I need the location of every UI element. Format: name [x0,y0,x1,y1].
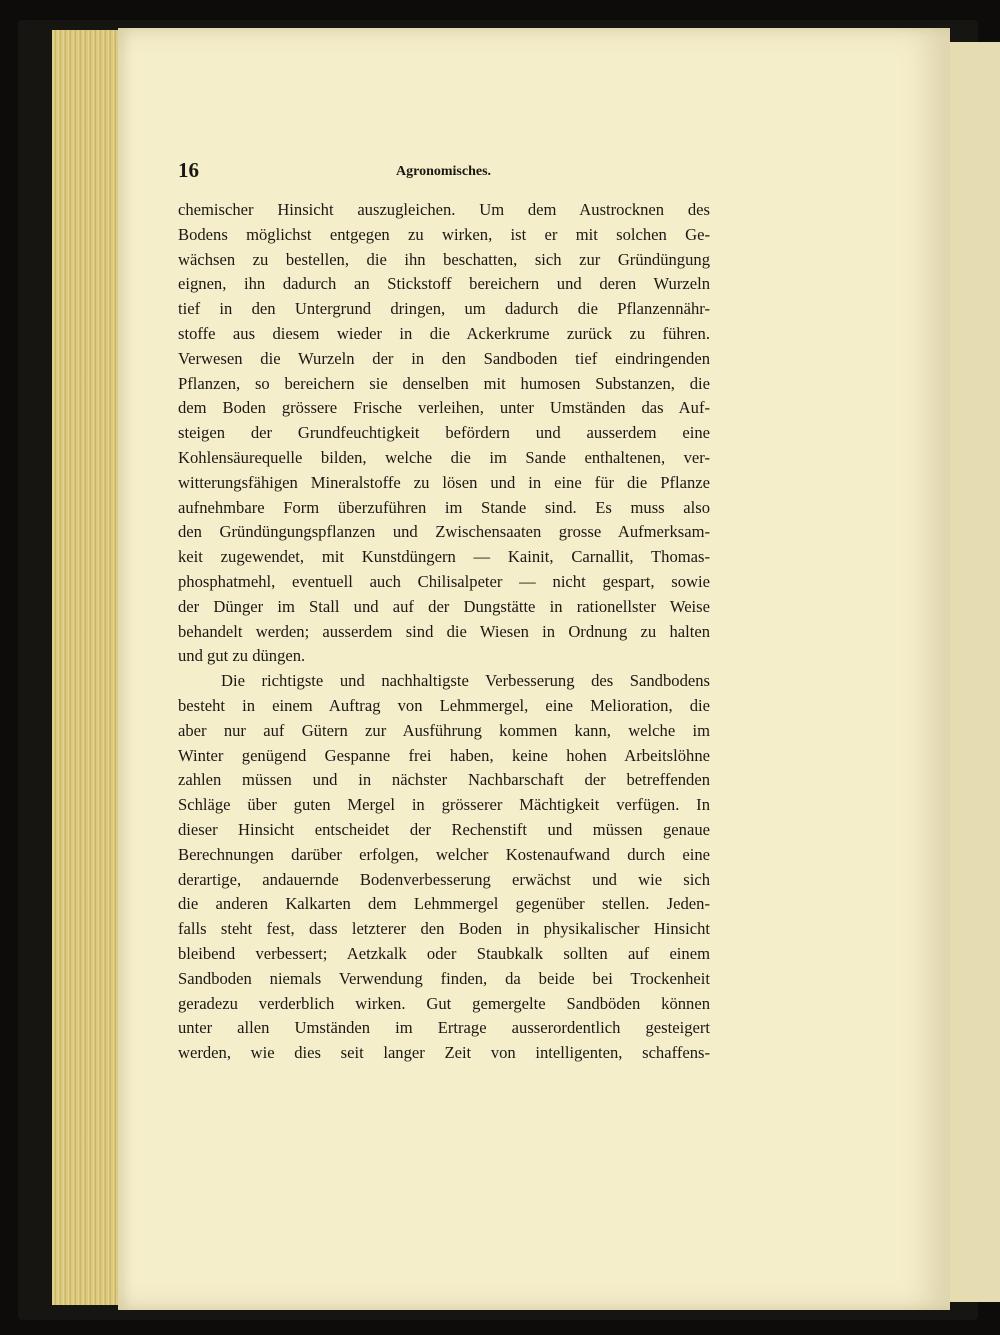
page-edges [52,30,122,1305]
text-line: aber nur auf Gütern zur Ausführung kommen kann, welche im [178,720,710,740]
text-line: Die richtigste und nachhaltigste Verbesserung des Sandbodens [221,671,710,691]
text-line: aufnehmbare Form überzuführen im Stande sind. Es muss also [178,497,710,517]
text-line: Kohlensäurequelle bilden, welche die im Sande enthaltenen, ver- [178,447,710,467]
text-line: tief in den Untergrund dringen, um dadurch die Pflanzennähr- [178,299,710,319]
text-line: steigen der Grundfeuchtigkeit befördern und ausserdem eine [178,423,710,443]
text-line: die anderen Kalkarten dem Lehmmergel gegenüber stellen. Jeden- [178,894,710,914]
body-text [178,198,710,1066]
text-line: keit zugewendet, mit Kunstdüngern — Kainit, Carnallit, Thomas- [178,547,710,567]
text-line: und gut zu düngen. [178,646,306,666]
text-line: Bodens möglichst entgegen zu wirken, ist er mit solchen Ge- [178,224,710,244]
text-line: Pflanzen, so bereichern sie denselben mit humosen Substanzen, die [178,373,710,393]
paragraph-2 [178,669,710,1066]
text-line: geradezu verderblich wirken. Gut gemergelte Sandböden können [178,993,710,1013]
page-header [178,158,710,188]
text-line: Verwesen die Wurzeln der in den Sandboden tief eindringenden [178,348,710,368]
text-line: dieser Hinsicht entscheidet der Rechenstift und müssen genaue [178,819,710,839]
text-line: bleibend verbessert; Aetzkalk oder Staubkalk sollten auf einem [178,943,710,963]
text-line: den Gründüngungspflanzen und Zwischensaaten grosse Aufmerksam- [178,522,710,542]
text-line: dem Boden grössere Frische verleihen, unter Umständen das Auf- [178,398,710,418]
text-line: phosphatmehl, eventuell auch Chilisalpeter — nicht gespart, sowie [178,571,710,591]
text-line: Berechnungen darüber erfolgen, welcher Kostenaufwand durch eine [178,844,710,864]
text-line: zahlen müssen und in nächster Nachbarschaft der betreffenden [178,770,710,790]
text-line: witterungsfähigen Mineralstoffe zu lösen und in eine für die Pflanze [178,472,710,492]
text-line: unter allen Umständen im Ertrage ausserordentlich gesteigert [178,1018,710,1038]
text-line: werden, wie dies seit langer Zeit von intelligenten, schaffens- [178,1043,710,1063]
text-line: chemischer Hinsicht auszugleichen. Um dem Austrocknen des [178,200,710,219]
text-line: falls steht fest, dass letzterer den Boden in physikalischer Hinsicht [178,919,710,939]
text-line: Winter genügend Gespanne frei haben, keine hohen Arbeitslöhne [178,745,710,765]
text-line: Sandboden niemals Verwendung finden, da beide bei Trockenheit [178,968,710,988]
text-line: wächsen zu bestellen, die ihn beschatten, sich zur Gründüngung [178,249,710,269]
paragraph-1 [178,198,710,669]
running-head: Agronomisches. [396,164,492,179]
text-line: derartige, andauernde Bodenverbesserung erwächst und wie sich [178,869,710,889]
page-number: 16 [178,158,199,182]
text-line: stoffe aus diesem wieder in die Ackerkrume zurück zu führen. [178,323,710,343]
text-line: eignen, ihn dadurch an Stickstoff bereichern und deren Wurzeln [178,274,710,294]
text-line: behandelt werden; ausserdem sind die Wiesen in Ordnung zu halten [178,621,710,641]
text-line: Schläge über guten Mergel in grösserer Mächtigkeit verfügen. In [178,795,710,815]
text-line: der Dünger im Stall und auf der Dungstätte in rationellster Weise [178,596,710,616]
text-line: besteht in einem Auftrag von Lehmmergel, eine Melioration, die [178,695,710,715]
